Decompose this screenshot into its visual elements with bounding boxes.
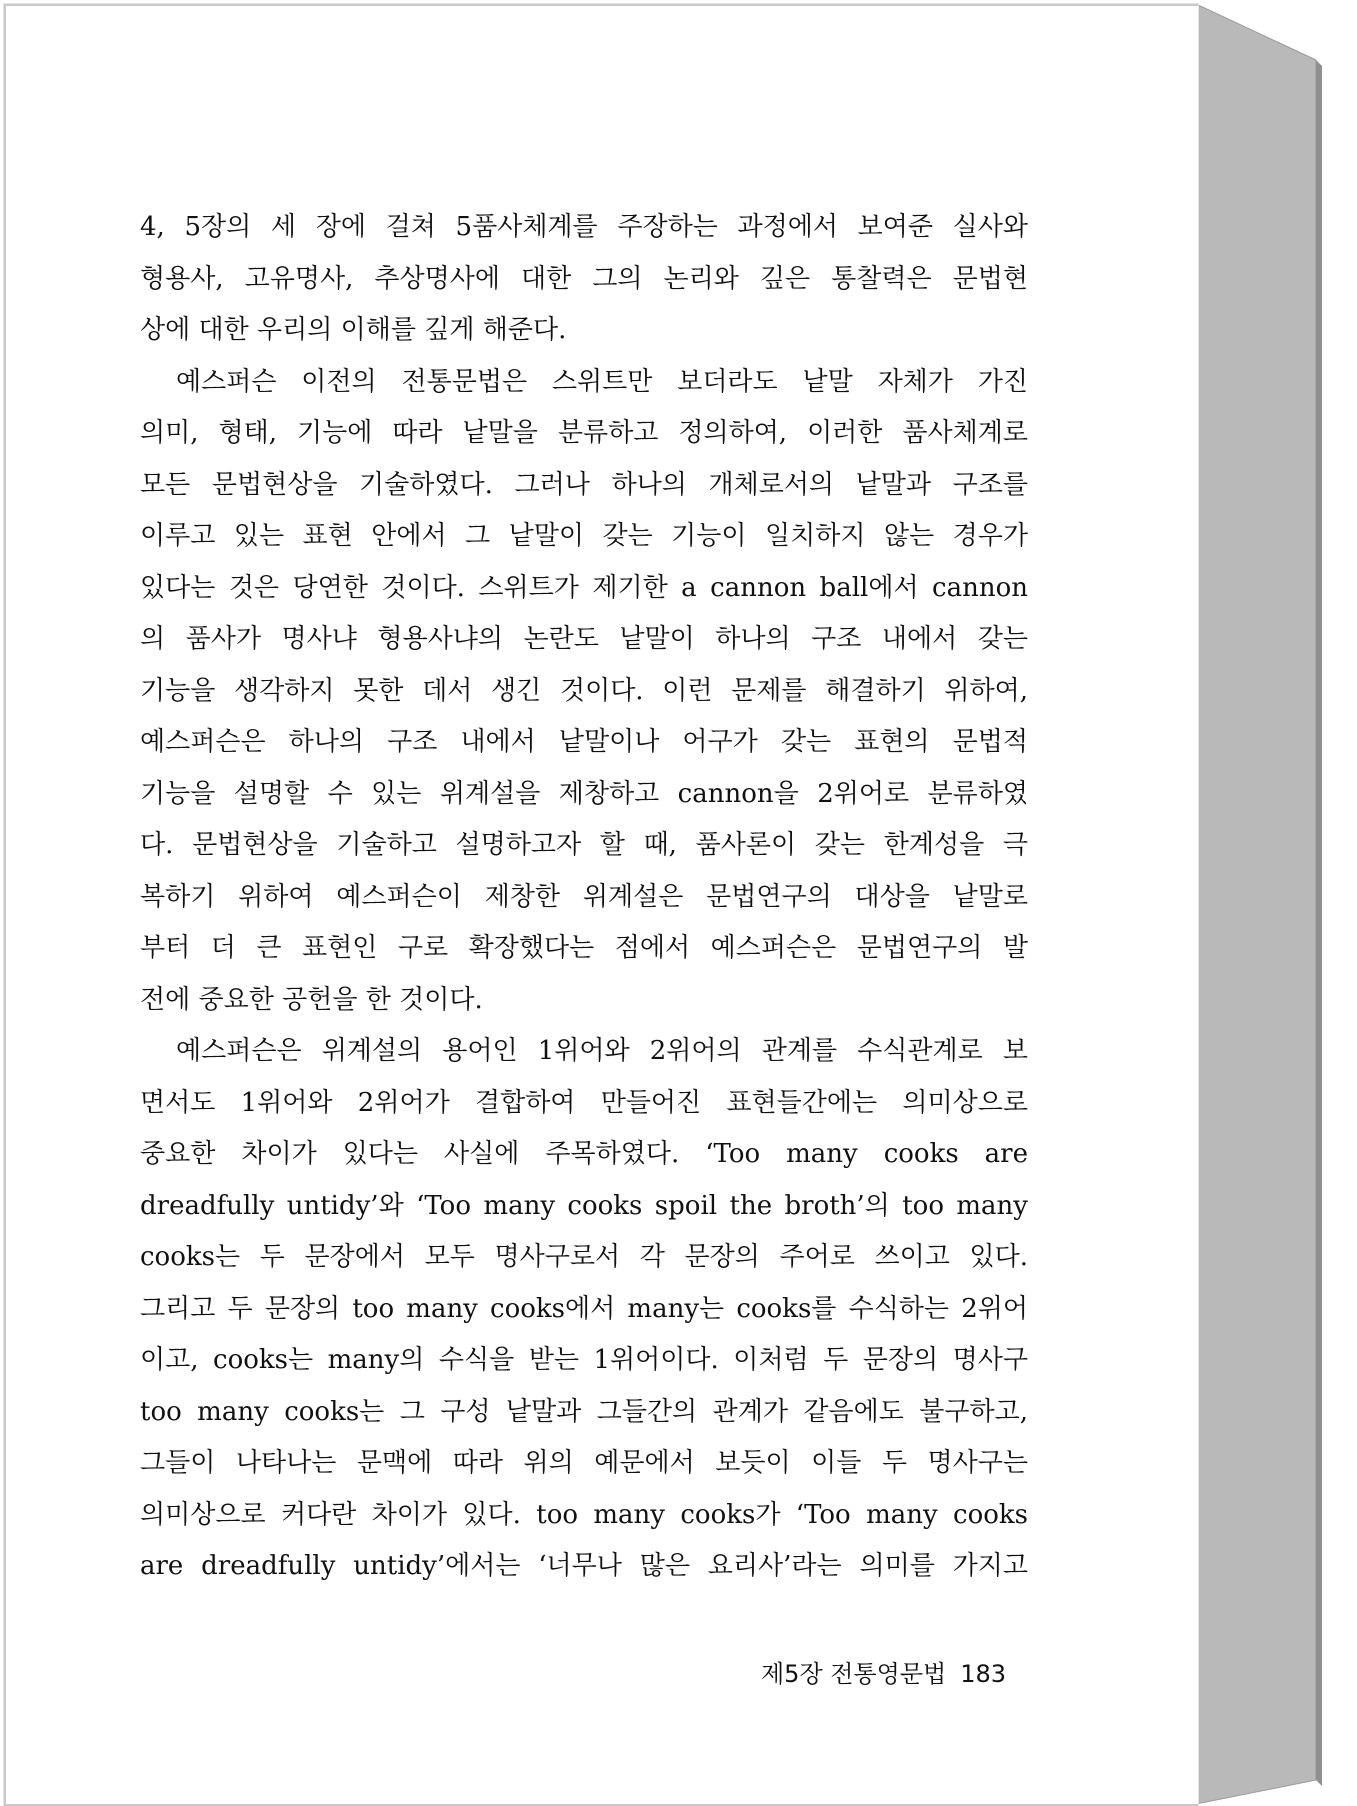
text-line: 부터 더 큰 표현인 구로 확장했다는 점에서 예스퍼슨은 문법연구의 발 [140, 933, 1028, 963]
book-page-edge [1196, 0, 1326, 1806]
text-line: 예스퍼슨은 하나의 구조 내에서 낱말이나 어구가 갖는 표현의 문법적 [140, 727, 1028, 757]
text-line: 상에 대한 우리의 이해를 깊게 해준다. [140, 315, 567, 345]
page-footer [746, 1654, 1006, 1689]
chapter-title: 제5장 전통영문법 [761, 1660, 947, 1688]
text-line: 전에 중요한 공헌을 한 것이다. [140, 984, 483, 1015]
text-line: 이루고 있는 표현 안에서 그 낱말이 갖는 기능이 일치하지 않는 경우가 [140, 521, 1028, 551]
text-line: 그들이 나타나는 문맥에 따라 위의 예문에서 보듯이 이들 두 명사구는 [140, 1448, 1028, 1478]
text-line: 중요한 차이가 있다는 사실에 주목하였다. ‘Too many cooks are [140, 1139, 1028, 1169]
text-line: 기능을 설명할 수 있는 위계설을 제창하고 cannon을 2위어로 분류하였 [140, 778, 1028, 809]
text-line: dreadfully untidy’와 ‘Too many cooks spoil the broth’의 too many [140, 1190, 1028, 1221]
text-line: 복하기 위하여 예스퍼슨이 제창한 위계설은 문법연구의 대상을 낱말로 [140, 881, 1028, 912]
text-line: 면서도 1위어와 2위어가 결합하여 만들어진 표현들간에는 의미상으로 [140, 1087, 1028, 1118]
text-line: 모든 문법현상을 기술하였다. 그러나 하나의 개체로서의 낱말과 구조를 [140, 469, 1028, 500]
text-line: 예스퍼슨은 위계설의 용어인 1위어와 2위어의 관계를 수식관계로 보 [176, 1036, 1028, 1066]
text-line: too many cooks는 그 구성 낱말과 그들간의 관계가 같음에도 불구하고, [140, 1396, 1028, 1427]
text-line: 의미상으로 커다란 차이가 있다. too many cooks가 ‘Too many cooks [140, 1499, 1028, 1530]
text-line: 기능을 생각하지 못한 데서 생긴 것이다. 이런 문제를 해결하기 위하여, [140, 675, 1028, 706]
text-line: 의미, 형태, 기능에 따라 낱말을 분류하고 정의하여, 이러한 품사체계로 [140, 418, 1028, 448]
text-line: 의 품사가 명사냐 형용사냐의 논란도 낱말이 하나의 구조 내에서 갖는 [140, 624, 1028, 654]
book-page [4, 4, 1198, 1806]
text-line: 이고, cooks는 many의 수식을 받는 1위어이다. 이처럼 두 문장의 명사구 [140, 1345, 1028, 1375]
text-line: 예스퍼슨 이전의 전통문법은 스위트만 보더라도 낱말 자체가 가진 [176, 366, 1028, 397]
page-body [140, 202, 1028, 1593]
text-line: 4, 5장의 세 장에 걸쳐 5품사체계를 주장하는 과정에서 보여준 실사와 [140, 212, 1028, 242]
text-line: 형용사, 고유명사, 추상명사에 대한 그의 논리와 깊은 통찰력은 문법현 [140, 263, 1028, 294]
text-line: are dreadfully untidy’에서는 ‘너무나 많은 요리사’라는 의미를 가지고 [140, 1551, 1028, 1581]
page-number: 183 [960, 1660, 1006, 1688]
text-line: cooks는 두 문장에서 모두 명사구로서 각 문장의 주어로 쓰이고 있다. [140, 1242, 1028, 1272]
text-line: 다. 문법현상을 기술하고 설명하고자 할 때, 품사론이 갖는 한계성을 극 [140, 830, 1028, 860]
text-line: 그리고 두 문장의 too many cooks에서 many는 cooks를 수식하는 2위어 [140, 1293, 1028, 1324]
text-line: 있다는 것은 당연한 것이다. 스위트가 제기한 a cannon ball에서 cannon [140, 572, 1028, 603]
